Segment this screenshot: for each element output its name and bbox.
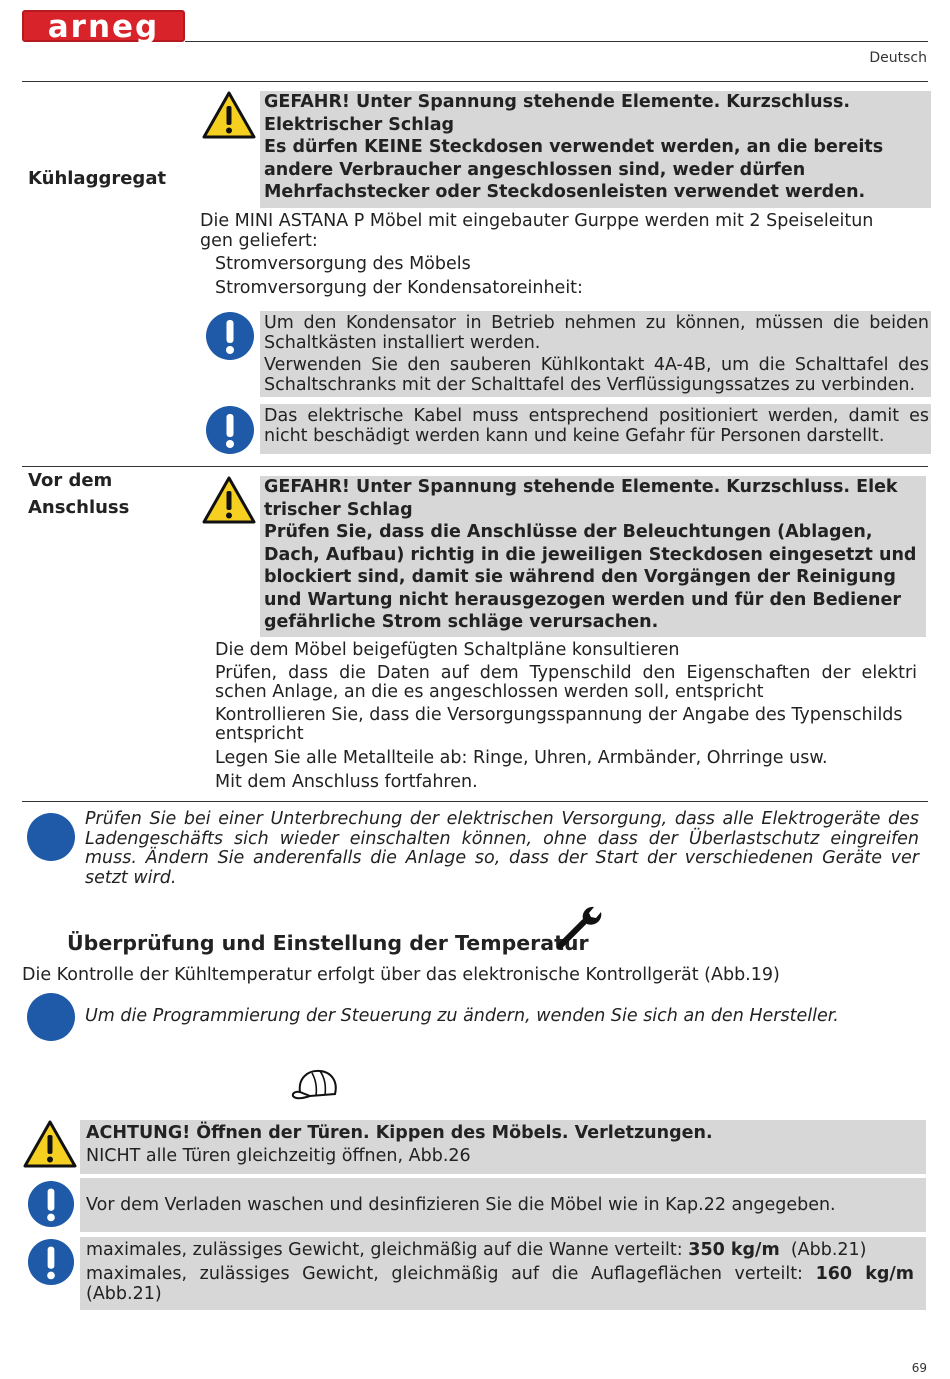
weight-text: maximales, zulässiges Gewicht, gleichmäßig auf die Auflageflächen verteilt:	[86, 1264, 803, 1284]
arneg-logo: arneg	[22, 10, 185, 42]
info-dot-icon	[27, 993, 75, 1041]
attention-body: NICHT alle Türen gleichzeitig öffnen, Abb.26	[86, 1146, 471, 1166]
weight-line-1	[86, 1240, 914, 1260]
attention-title: ACHTUNG! Öffnen der Türen. Kippen des Möbels. Verletzungen.	[86, 1123, 713, 1143]
attention-box	[80, 1120, 926, 1174]
divider	[22, 801, 928, 802]
danger-box-1	[260, 91, 931, 208]
weight-ref: (Abb.21)	[790, 1240, 867, 1260]
note-box-condenser	[260, 311, 931, 397]
list-item: Die dem Möbel beigefügten Schaltpläne konsultieren	[215, 640, 680, 660]
info-exclamation-icon	[205, 405, 255, 455]
info-exclamation-icon	[205, 311, 255, 361]
weight-box	[80, 1237, 926, 1310]
list-item: Legen Sie alle Metallteile ab: Ringe, Uhren, Armbänder, Ohrringe usw.	[215, 748, 828, 768]
checklist	[215, 640, 917, 792]
danger-body: Prüfen Sie, dass die Anschlüsse der Beleuchtungen (Ablagen, Dach, Aufbau) richtig in die jeweiligen Steckdosen eingesetzt und blockiert sind, damit sie während den Vorgängen der Reinigung und Wartung nicht herausgezogen werden und für den Bediener gefährliche Strom schläge verursachen.	[264, 522, 917, 632]
divider	[22, 466, 928, 467]
cap-icon	[290, 1066, 342, 1113]
note-text: Um den Kondensator in Betrieb nehmen zu können, müssen die beiden Schaltkästen installiert werden.	[264, 313, 929, 353]
warning-triangle-icon	[202, 476, 256, 524]
section-heading-temperature: Überprüfung und Einstellung der Temperatur	[67, 931, 589, 955]
weight-line-2	[86, 1264, 914, 1284]
note-power-interruption: Prüfen Sie bei einer Unterbrechung der elektrischen Versorgung, dass alle Elektrogeräte des Ladengeschäfts sich wieder einschalten können, ohne dass der Überlastschutz eingreifen muss. Ändern Sie anderenfalls die Anlage so, dass der Start der verschiedenen Geräte ver setzt wird.	[85, 809, 919, 888]
weight-text: maximales, zulässiges Gewicht, gleichmäßig auf die Wanne verteilt:	[86, 1240, 683, 1260]
divider	[22, 81, 928, 82]
weight-ref: (Abb.21)	[86, 1284, 162, 1304]
info-exclamation-icon	[27, 1180, 75, 1228]
wash-note-box	[80, 1178, 926, 1232]
temperature-text: Die Kontrolle der Kühltemperatur erfolgt über das elektronische Kontrollgerät (Abb.19)	[22, 965, 780, 985]
list-item: Stromversorgung des Möbels	[215, 254, 471, 274]
weight-value: 160 kg/m	[815, 1264, 914, 1284]
note-box-cable: Das elektrische Kabel muss entsprechend positioniert werden, damit es nicht beschädigt werden kann und keine Gefahr für Personen darstellt.	[260, 404, 931, 454]
section-label-kuehlaggregat: Kühlaggregat	[28, 168, 167, 189]
danger-title: GEFAHR! Unter Spannung stehende Elemente. Kurzschluss. Elektrischer Schlag	[264, 92, 851, 135]
danger-body: Es dürfen KEINE Steckdosen verwendet werden, an die bereits andere Verbraucher angeschlossen sind, weder dürfen Mehrfachstecker oder Steckdosenleisten verwendet werden.	[264, 137, 884, 202]
warning-triangle-icon	[23, 1120, 77, 1168]
section-label-line1: Vor dem	[28, 470, 113, 491]
warning-triangle-icon	[202, 91, 256, 139]
intro-text-line2: gen geliefert:	[200, 231, 318, 251]
intro-text-line1: Die MINI ASTANA P Möbel mit eingebauter Gurppe werden mit 2 Speiseleitun	[200, 211, 874, 231]
list-item: Stromversorgung der Kondensatoreinheit:	[215, 278, 583, 298]
list-item: Kontrollieren Sie, dass die Versorgungsspannung der Angabe des Typenschilds entspricht	[215, 705, 903, 744]
danger-title: GEFAHR! Unter Spannung stehende Elemente. Kurzschluss. Elek trischer Schlag	[264, 477, 898, 520]
note-text: Verwenden Sie den sauberen Kühlkontakt 4A-4B, um die Schalttafel des Schaltschranks mit der Schalttafel des Verflüssigungssatzes zu verbinden.	[264, 355, 929, 395]
info-exclamation-icon	[27, 1238, 75, 1286]
weight-value: 350 kg/m	[688, 1240, 780, 1260]
temperature-note: Um die Programmierung der Steuerung zu ändern, wenden Sie sich an den Hersteller.	[85, 1006, 839, 1026]
wash-note-text: Vor dem Verladen waschen und desinfizieren Sie die Möbel wie in Kap.22 angegeben.	[86, 1195, 836, 1215]
section-label-line2: Anschluss	[28, 497, 130, 518]
language-label: Deutsch	[869, 50, 927, 66]
list-item: Mit dem Anschluss fortfahren.	[215, 772, 478, 792]
header-rule	[185, 41, 928, 42]
list-item: Prüfen, dass die Daten auf dem Typenschild den Eigenschaften der elektri schen Anlage, an die es angeschlossen werden soll, entspricht	[215, 663, 917, 702]
wrench-icon	[554, 904, 606, 955]
page-number: 69	[911, 1361, 927, 1375]
danger-box-2	[260, 476, 926, 637]
info-dot-icon	[27, 813, 75, 861]
